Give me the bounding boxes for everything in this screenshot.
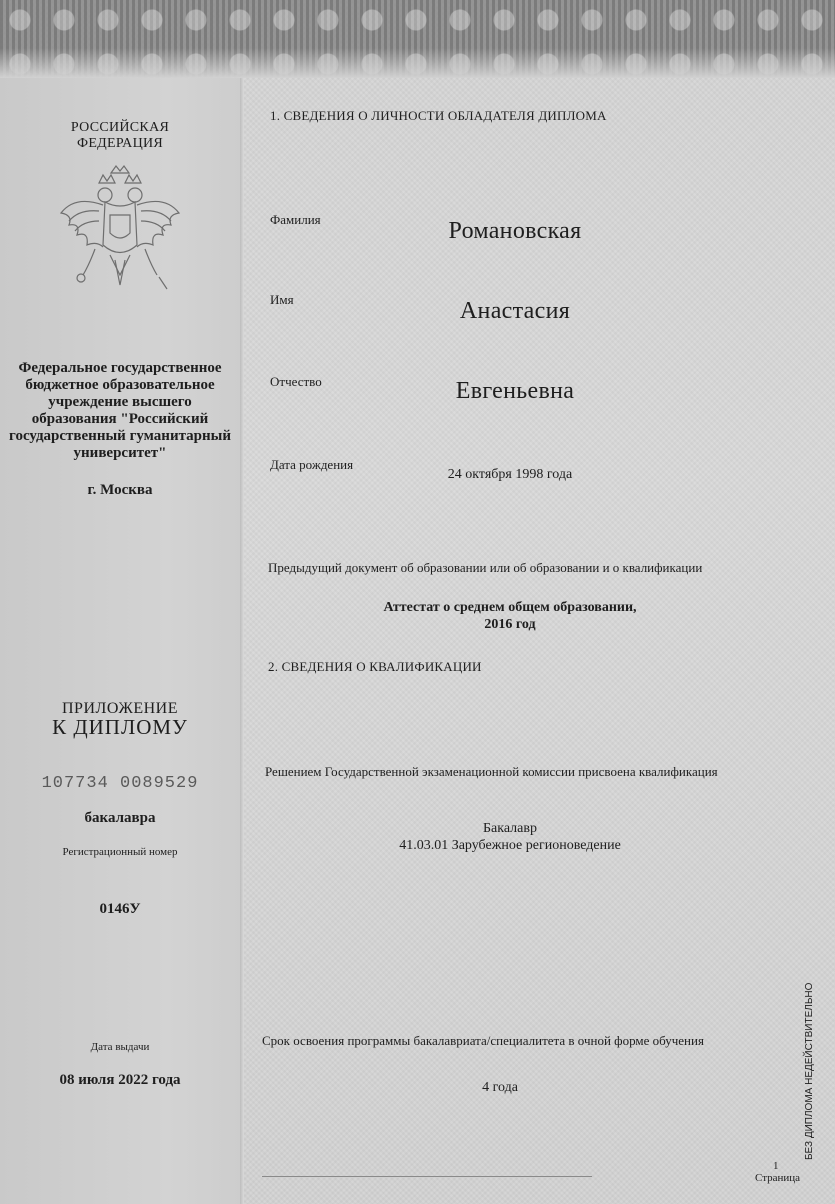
previous-document-label: Предыдущий документ об образовании или об образовании и о квалификации: [268, 560, 703, 575]
guilloche-border: [0, 0, 835, 78]
qualification-decision-label: Решением Государственной экзаменационной комиссии присвоена квалификация: [265, 764, 718, 779]
name-value: Анастасия: [459, 298, 571, 324]
appendix-title-line1: ПРИЛОЖЕНИЕ: [61, 700, 178, 717]
qualification-line1: Бакалавр: [483, 821, 537, 836]
birth-date-label: Дата рождения: [270, 457, 354, 472]
degree-level: бакалавра: [84, 810, 156, 826]
study-duration-value: 4 года: [482, 1080, 518, 1095]
vertical-note-wrap: [804, 925, 820, 1160]
section2-heading: 2. СВЕДЕНИЯ О КВАЛИФИКАЦИИ: [268, 659, 482, 674]
patronymic-label: Отчество: [270, 374, 322, 389]
page-number: 1: [773, 1160, 779, 1172]
birth-date-value: 24 октября 1998 года: [447, 467, 573, 482]
name-label: Имя: [270, 292, 294, 307]
registration-number: 0146У: [99, 901, 141, 917]
page-fold: [240, 78, 244, 1204]
footer-line: [262, 1176, 592, 1177]
coat-of-arms-icon: [55, 165, 185, 300]
country-name: РОССИЙСКАЯ ФЕДЕРАЦИЯ: [70, 120, 170, 151]
previous-document-line2: 2016 год: [484, 617, 536, 632]
qualification-line2: 41.03.01 Зарубежное регионоведение: [399, 838, 621, 853]
organization-name: Федеральное государственное бюджетное образовательное учреждение высшего образования "Российский государственный гуманитарный университет": [9, 360, 231, 461]
patronymic-value: Евгеньевна: [455, 378, 575, 404]
study-duration-label: Срок освоения программы бакалавриата/специалитета в очной форме обучения: [262, 1033, 704, 1048]
issue-date-label: Дата выдачи: [90, 1041, 150, 1053]
issue-date: 08 июля 2022 года: [59, 1072, 181, 1088]
previous-document-line1: Аттестат о среднем общем образовании,: [383, 600, 637, 615]
section1-heading: 1. СВЕДЕНИЯ О ЛИЧНОСТИ ОБЛАДАТЕЛЯ ДИПЛОМА: [270, 108, 607, 123]
city: г. Москва: [87, 482, 153, 498]
registration-label: Регистрационный номер: [62, 846, 178, 858]
vertical-note: БЕЗ ДИПЛОМА НЕДЕЙСТВИТЕЛЬНО: [804, 982, 815, 1160]
surname-value: Романовская: [448, 218, 582, 244]
appendix-title-line2: К ДИПЛОМУ: [52, 715, 188, 739]
serial-number: 107734 0089529: [41, 774, 199, 793]
appendix-title: [30, 700, 210, 739]
page-label: Страница: [755, 1172, 801, 1184]
surname-label: Фамилия: [270, 212, 321, 227]
